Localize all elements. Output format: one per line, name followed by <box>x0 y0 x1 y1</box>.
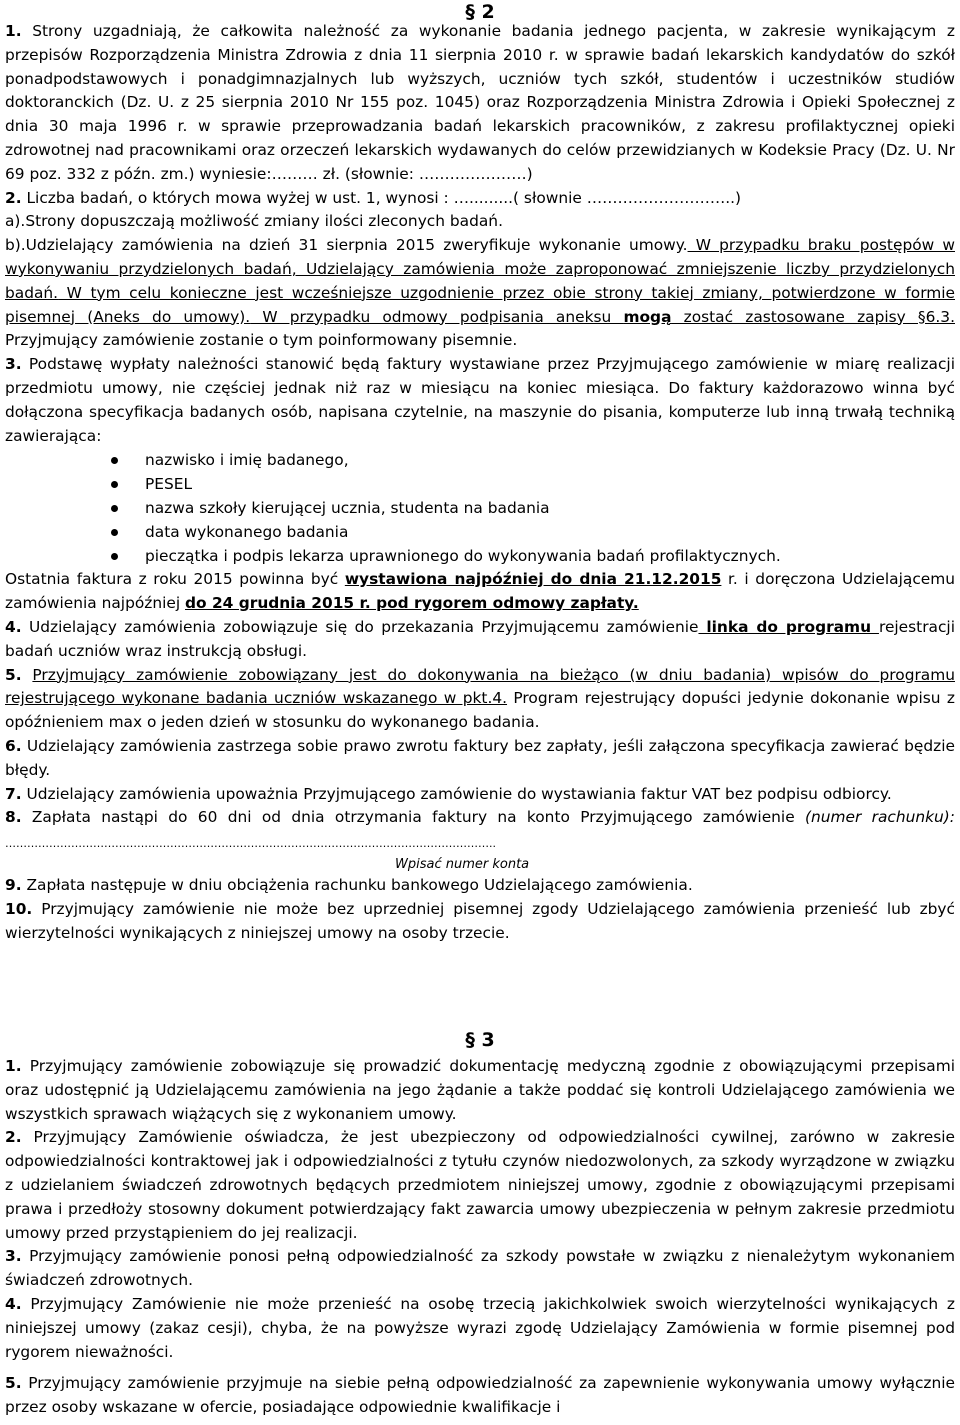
sec2-p8-text: Zapłata nastąpi do 60 dni od dnia otrzymania faktury na konto Przyjmującego zamówienie <box>31 808 805 827</box>
sec2-paragraph-5 <box>5 664 955 735</box>
sec3-p1-text: Przyjmujący zamówienie zobowiązuje się prowadzić dokumentację medyczną zgodnie z obowiązującymi przepisami oraz udostępnić ją Udzielającemu zamówienia na jego żądanie a także poddać się kontroli Udzielającego zamówienia we wszystkich sprawach wiążących się z wykonaniem umowy. <box>5 1057 955 1123</box>
sec2-p2b-underlined-3: W przypadku odmowy podpisania aneksu <box>250 307 624 326</box>
sec3-p3-text: Przyjmujący zamówienie ponosi pełną odpowiedzialność za szkody powstałe w związku z nienależytym wykonaniem świadczeń zdrowotnych. <box>5 1247 955 1290</box>
sec2-p7-text: Udzielający zamówienia upoważnia Przyjmującego zamówienie do wystawiania faktur VAT bez podpisu odbiorcy. <box>26 784 892 803</box>
paragraph-number: 4. <box>5 617 22 636</box>
last-invoice-mid: r. i doręczona Udzielającemu zamówienia najpóźniej <box>5 570 955 613</box>
paragraph-number: 3. <box>5 1247 22 1266</box>
sec3-paragraph-1 <box>5 1055 955 1126</box>
paragraph-number: 8. <box>5 808 22 827</box>
last-invoice-lead: Ostatnia faktura z roku 2015 powinna być <box>5 570 345 589</box>
sec2-p9-text: Zapłata następuje w dniu obciążenia rachunku bankowego Udzielającego zamówienia. <box>26 875 693 894</box>
sec2-paragraph-1 <box>5 20 955 187</box>
sec2-paragraph-2a: a).Strony dopuszczają możliwość zmiany ilości zleconych badań. <box>5 212 503 231</box>
invoice-spec-list <box>5 448 955 568</box>
sec2-paragraph-2 <box>5 187 955 211</box>
sec3-p4-text: Przyjmujący Zamówienie nie może przenieść na osobę trzecią jakichkolwiek swoich wierzytelności wynikających z niniejszej umowy (zakaz cesji), chyba, że na powyższe wyrazi zgodę Udzielający Zamówienia w formie pisemnej pod rygorem nieważności. <box>5 1294 955 1361</box>
sec2-paragraph-4 <box>5 616 955 664</box>
paragraph-number: 2. <box>5 188 22 207</box>
sec3-paragraph-4 <box>5 1293 955 1364</box>
account-number-blank: …………………………………………………………………………………………………………………….. <box>5 837 496 851</box>
sec2-paragraph-10 <box>5 898 955 946</box>
sec2-p6-text: Udzielający zamówienia zastrzega sobie prawo zwrotu faktury bez zapłaty, jeśli załączona specyfikacja zawierać będzie błędy. <box>5 736 955 779</box>
sec2-p4-end: rejestracji badań uczniów wraz instrukcją obsługi. <box>5 617 955 660</box>
sec2-p2b-end: Przyjmujący zamówienie zostanie o tym poinformowany pisemnie. <box>5 331 518 350</box>
paragraph-number: 10. <box>5 899 33 918</box>
sec2-p8-account-label: (numer rachunku): <box>805 808 955 827</box>
paragraph-number: 9. <box>5 875 22 894</box>
sec2-p5-end: Program rejestrujący dopuści jedynie dokonanie wpisu z opóźnieniem max o jeden dzień w stosunku do wykonanego badania. <box>5 689 955 732</box>
section-3-body <box>5 1055 955 1420</box>
sec2-paragraph-2b <box>5 234 955 353</box>
sec2-p1-text: Strony uzgadniają, że całkowita należność za wykonanie badania jednego pacjenta, w zakresie wynikającym z przepisów Rozporządzenia Ministra Zdrowia z dnia 11 sierpnia 2010 r. w sprawie badań lekarskich kandydatów do szkół ponadpodstawowych i ponadgimnazjalnych lub wyższych, uczniów tych szkół, studentów i uczestników studiów doktoranckich (Dz. U. z 25 sierpnia 2010 Nr 155 poz. 1045) oraz Rozporządzenia Ministra Zdrowia i Opieki Społecznej z dnia 30 maja 1996 r. w sprawie przeprowadzania badań lekarskich pracowników, z zakresu profilaktycznej opieki zdrowotnej nad pracownikami oraz orzeczeń lekarskich wydawanych do celów przewidzianych w Kodeksie Pracy (Dz. U. Nr 69 poz. 332 z późn. zm.) wyniesie:……… zł. (słownie: …………………) <box>5 22 955 183</box>
sec2-paragraph-3 <box>5 353 955 448</box>
paragraph-number: 2. <box>5 1128 22 1147</box>
sec2-p4-lead: Udzielający zamówienia zobowiązuje się do przekazania Przyjmującemu zamówienie <box>29 617 699 636</box>
paragraph-number: 4. <box>5 1294 22 1313</box>
section-3-title: § 3 <box>465 1029 495 1051</box>
sec2-paragraph-9 <box>5 874 955 898</box>
sec3-p2-text: Przyjmujący Zamówienie oświadcza, że jest ubezpieczony od odpowiedzialności cywilnej, zarówno w zakresie odpowiedzialności kontraktowej jak i odpowiedzialności z tytułu czynów niedozwolonych, za szkody wyrządzone w związku z udzielaniem świadczeń zdrowotnych będących przedmiotem niniejszej umowy, zgodnie z obowiązującymi przepisami prawa i przedłoży stosowny dokument potwierdzający fakt zawarcia umowy ubezpieczenia w pełnym zakresie przedmiotu umowy przed przystąpieniem do jej realizacji. <box>5 1128 955 1242</box>
sec2-p2b-underlined-1: W przypadku braku postępów w wykonywaniu przydzielonych badań, Udzielający zamówienia może zaproponować zmniejszenie liczby przydzielonych badań. <box>5 236 955 302</box>
list-item: nazwa szkoły kierującej ucznia, studenta na badania <box>5 496 955 520</box>
last-invoice-deadline: wystawiona najpóźniej do dnia 21.12.2015 <box>344 570 722 589</box>
sec3-paragraph-2 <box>5 1126 955 1245</box>
sec2-p2b-lead: b).Udzielający zamówienia na dzień 31 sierpnia 2015 zweryfikuje wykonanie umowy. <box>5 236 688 255</box>
sec2-p3-text: Podstawę wypłaty należności stanowić będą faktury wystawiane przez Przyjmującego zamówienie w miarę realizacji przedmiotu umowy, nie częściej jednak niż raz w miesiącu na koniec miesiąca. Do faktury każdorazowo winna być dołączona specyfikacja badanych osób, napisana czytelnie, na maszynie do pisania, komputerze lub inną trwałą techniką zawierająca: <box>5 355 955 445</box>
sec2-paragraph-7 <box>5 783 955 807</box>
sec2-p5-underlined: Przyjmujący zamówienie zobowiązany jest do dokonywania na bieżąco (w dniu badania) wpisów do programu rejestrującego wykonane badania uczniów wskazanego w pkt.4. <box>5 665 955 708</box>
paragraph-number: 6. <box>5 736 22 755</box>
paragraph-number: 7. <box>5 784 22 803</box>
section-2-title: § 2 <box>465 1 495 23</box>
last-invoice-delivery-deadline: do 24 grudnia 2015 r. pod rygorem odmowy zapłaty. <box>185 594 639 613</box>
sec2-p2b-bold-underlined: mogą <box>623 307 672 326</box>
sec2-last-invoice <box>5 568 955 616</box>
sec3-paragraph-5 <box>5 1372 955 1420</box>
sec2-p2b-underlined-4: zostać zastosowane zapisy §6.3. <box>671 307 955 326</box>
sec2-p10-text: Przyjmujący zamówienie nie może bez uprzedniej pisemnej zgody Udzielającego zamówienia przenieść lub zbyć wierzytelności wynikających z niniejszej umowy na osoby trzecie. <box>5 899 955 942</box>
sec2-p2b-underlined-2: W tym celu konieczne jest wcześniejsze uzgodnienie przez obie strony takiej zmiany, potwierdzone w formie pisemnej (Aneks do umowy). <box>5 283 955 326</box>
sec3-paragraph-3 <box>5 1245 955 1293</box>
list-item: data wykonanego badania <box>5 520 955 544</box>
sec2-paragraph-8 <box>5 806 955 856</box>
section-2-body <box>5 20 955 945</box>
sec2-p4-program-link: linka do programu <box>698 617 879 636</box>
list-item: pieczątka i podpis lekarza uprawnionego do wykonywania badań profilaktycznych. <box>5 544 955 568</box>
sec2-p2-text: Liczba badań, o których mowa wyżej w ust. 1, wynosi : ….........( słownie ………………………..) <box>26 188 742 207</box>
paragraph-number: 5. <box>5 1374 22 1393</box>
sec2-paragraph-6 <box>5 735 955 783</box>
paragraph-number: 1. <box>5 22 22 40</box>
paragraph-number: 1. <box>5 1057 22 1075</box>
list-item: PESEL <box>5 472 955 496</box>
sec3-p5-text: Przyjmujący zamówienie przyjmuje na siebie pełną odpowiedzialność za zapewnienie wykonywania umowy wyłącznie przez osoby wskazane w ofercie, posiadające odpowiednie kwalifikacje i <box>5 1374 955 1417</box>
paragraph-number: 3. <box>5 355 22 374</box>
account-number-hint: Wpisać numer konta <box>395 856 530 872</box>
spacer <box>5 1364 955 1372</box>
paragraph-number: 5. <box>5 665 22 684</box>
list-item: nazwisko i imię badanego, <box>5 448 955 472</box>
